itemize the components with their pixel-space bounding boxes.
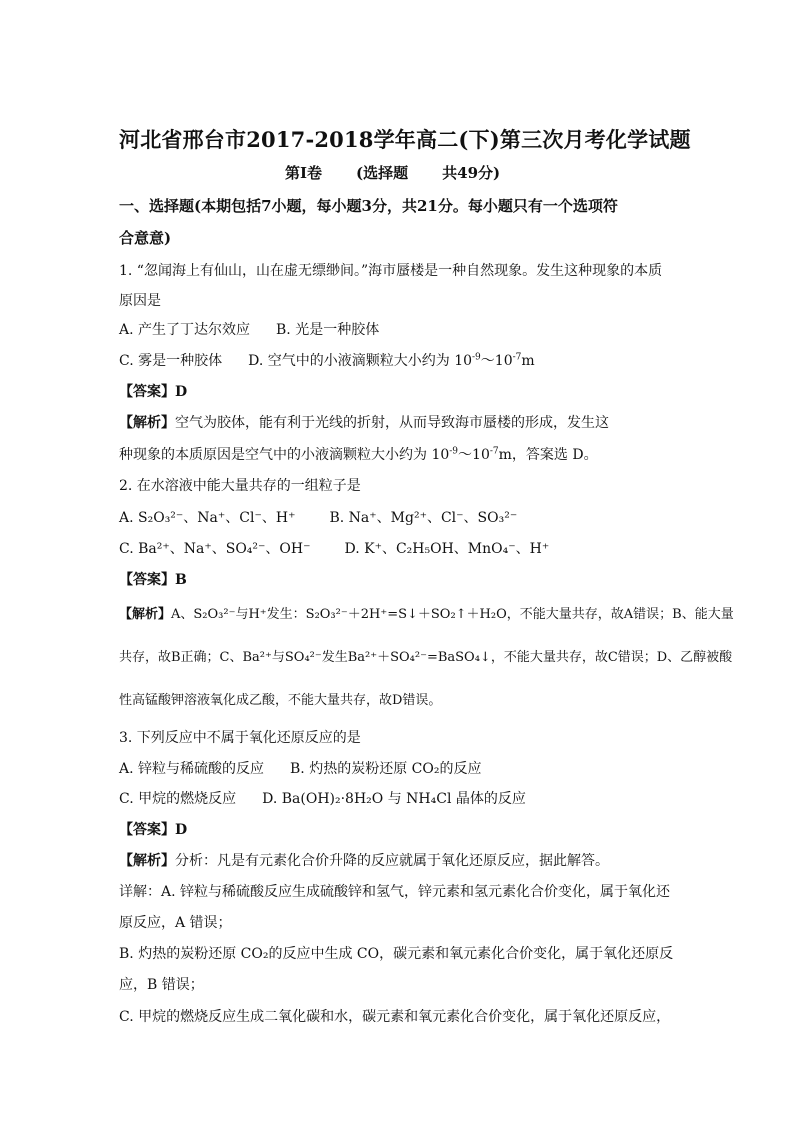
q2-analysis-line3: 性高锰酸钾溶液氧化成乙酸，不能大量共存，故D错误。 bbox=[119, 693, 442, 708]
q3-option-d: D. Ba(OH)₂·8H₂O 与 NH₄Cl 晶体的反应 bbox=[262, 791, 526, 807]
q3-analysis-tag: 【解析】 bbox=[119, 853, 175, 869]
q1-option-c: C. 雾是一种胶体 bbox=[119, 353, 223, 369]
q2-option-b: B. Na⁺、Mg²⁺、Cl⁻、SO₃²⁻ bbox=[329, 510, 518, 526]
volume-header bbox=[285, 164, 500, 182]
q2-options-ab bbox=[119, 509, 517, 527]
q3-answer: 【答案】D bbox=[119, 822, 188, 838]
q1-option-d: D. 空气中的小液滴颗粒大小约为 $10^{-9}\sim 10^{-7}m$ bbox=[248, 352, 535, 369]
q3-options-ab bbox=[119, 760, 481, 778]
volume-type: (选择题 bbox=[356, 164, 409, 182]
q3-option-a: A. 锌粒与稀硫酸的反应 bbox=[119, 761, 265, 777]
section-heading-line2: 合意意) bbox=[119, 229, 172, 247]
q2-stem: 2. 在水溶液中能大量共存的一组粒子是 bbox=[119, 478, 361, 494]
q2-answer: 【答案】B bbox=[119, 572, 187, 588]
q1-analysis-tag: 【解析】 bbox=[119, 415, 175, 431]
q3-detail-line5: C. 甲烷的燃烧反应生成二氧化碳和水，碳元素和氧元素化合价变化，属于氧化还原反应， bbox=[119, 1009, 671, 1025]
q3-detail-line1: 详解：A. 锌粒与稀硫酸反应生成硫酸锌和氢气，锌元素和氢元素化合价变化，属于氧化还 bbox=[119, 884, 671, 900]
q1-analysis-line2: 种现象的本质原因是空气中的小液滴颗粒大小约为 $10^{-9}\sim 10^{-7}m$，答案选 D。 bbox=[119, 446, 598, 463]
q1-stem-line2: 原因是 bbox=[119, 293, 161, 309]
q2-option-a: A. S₂O₃²⁻、Na⁺、Cl⁻、H⁺ bbox=[119, 510, 296, 526]
q2-analysis-tag: 【解析】 bbox=[119, 607, 172, 622]
q3-detail-line2: 原反应，A 错误； bbox=[119, 915, 232, 931]
q2-option-d: D. K⁺、C₂H₅OH、MnO₄⁻、H⁺ bbox=[344, 541, 550, 557]
q1-stem-line1: 1. “忽闻海上有仙山，山在虚无缥缈间。”海市蜃楼是一种自然现象。发生这种现象的本质 bbox=[119, 263, 663, 279]
q3-option-b: B. 灼热的炭粉还原 CO₂的反应 bbox=[290, 761, 482, 777]
q2-option-c: C. Ba²⁺、Na⁺、SO₄²⁻、OH⁻ bbox=[119, 541, 311, 557]
q1-options-cd bbox=[119, 352, 535, 370]
q3-option-c: C. 甲烷的燃烧反应 bbox=[119, 791, 237, 807]
q3-analysis: 【解析】分析：凡是有元素化合价升降的反应就属于氧化还原反应，据此解答。 bbox=[119, 853, 609, 869]
q1-options-ab bbox=[119, 321, 379, 339]
q3-stem: 3. 下列反应中不属于氧化还原反应的是 bbox=[119, 730, 361, 746]
section-heading-line1: 一、选择题(本期包括7小题，每小题3分，共21分。每小题只有一个选项符 bbox=[119, 197, 618, 215]
q1-analysis-line1: 【解析】空气为胶体，能有利于光线的折射，从而导致海市蜃楼的形成，发生这 bbox=[119, 415, 609, 431]
q3-detail-line3: B. 灼热的炭粉还原 CO₂的反应中生成 CO，碳元素和氧元素化合价变化，属于氧化还原反 bbox=[119, 946, 674, 962]
q3-detail-line4: 应，B 错误； bbox=[119, 977, 204, 993]
q1-answer: 【答案】D bbox=[119, 384, 188, 400]
volume-part: 第I卷 bbox=[285, 164, 323, 182]
q1-option-b: B. 光是一种胶体 bbox=[276, 322, 380, 338]
q2-analysis-line2: 共存，故B正确；C、Ba²⁺与SO₄²⁻发生Ba²⁺＋SO₄²⁻=BaSO₄↓，不能大量共存，故C错误；D、乙醇被酸 bbox=[119, 650, 733, 665]
document-title: 河北省邢台市2017-2018学年高二(下)第三次月考化学试题 bbox=[119, 127, 691, 152]
q2-analysis-line1: 【解析】A、S₂O₃²⁻与H⁺发生：S₂O₃²⁻＋2H⁺=S↓＋SO₂↑＋H₂O，不能大量共存，故A错误；B、能大量 bbox=[119, 607, 734, 622]
q3-options-cd bbox=[119, 790, 526, 808]
q1-option-a: A. 产生了丁达尔效应 bbox=[119, 322, 251, 338]
q2-options-cd bbox=[119, 540, 549, 558]
volume-score: 共49分) bbox=[442, 164, 501, 182]
